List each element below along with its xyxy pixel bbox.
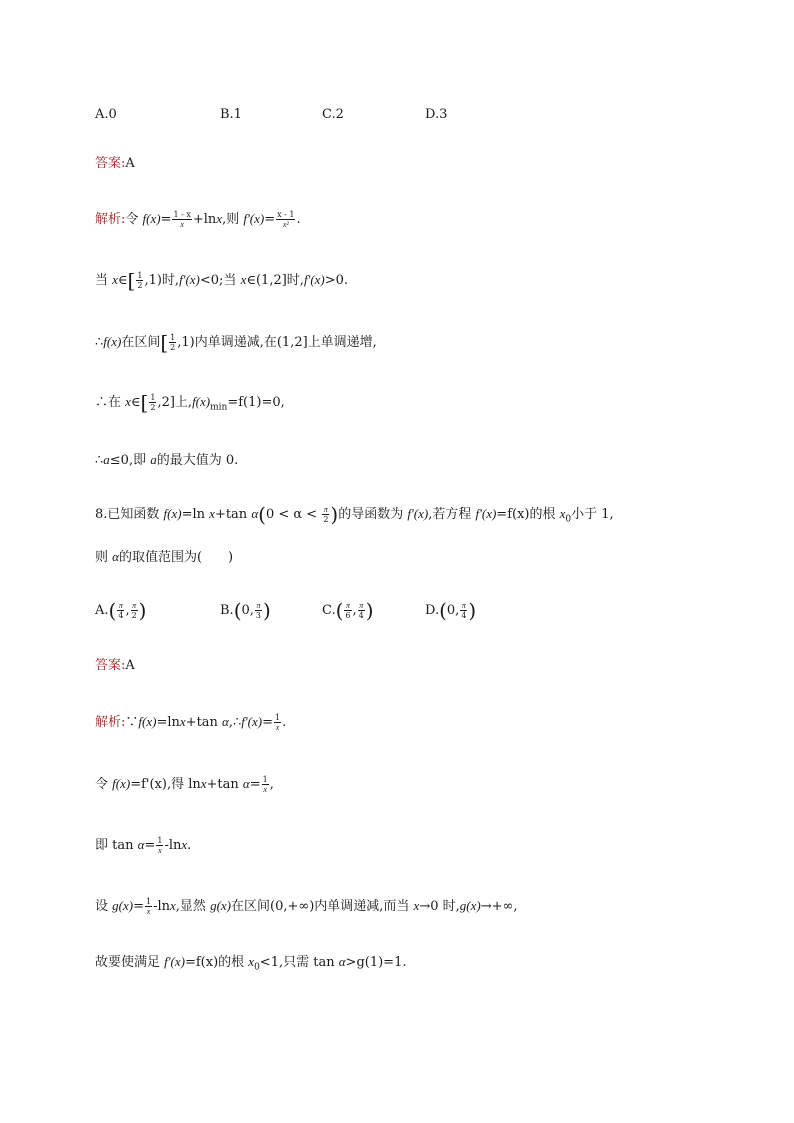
q8-analysis-line-3: 即 tan α= $\frac{1}{x}$ -lnx. [95, 836, 192, 855]
answer-value: A [125, 156, 135, 171]
fraction: $\frac{1}{x}$ [145, 897, 152, 916]
q8-analysis-line-2: 令 f(x)=f'(x),得 lnx+tan α= $\frac{1}{x}$ , [95, 775, 274, 794]
answer-value: A [125, 658, 135, 673]
analysis-line-2: 当 x∈[ $\frac{1}{2}$ ,1)时,f'(x)<0;当 x∈(1,2]时,f'(x)>0. [95, 268, 349, 293]
fraction: $\frac{1}{x}$ [275, 713, 281, 732]
fraction: $\frac{1}{2}$ [137, 271, 143, 290]
fraction: $\frac{x - 1}{\text{x²}}$ [277, 210, 295, 229]
answer-label: 答案: [95, 658, 126, 673]
option-b: B.1 [220, 107, 242, 122]
q8-option-c: C.( $\frac{\pi}{6}$ , $\frac{\pi}{4}$ ) [322, 598, 374, 623]
fraction: $\frac{1 - x}{x}$ [173, 210, 191, 229]
answer-label: 答案: [95, 156, 126, 171]
analysis-line-4: ∴在 x∈[ $\frac{1}{2}$ ,2]上$,f(x)_{min}=f(1)=0$, [95, 390, 285, 415]
option-c: C.2 [322, 107, 344, 122]
q8-option-d: D.(0, $\frac{\pi}{4}$ ) [425, 598, 477, 623]
fraction: $\frac{1}{x}$ [262, 775, 268, 794]
question-8-stem-1: 8.已知函数 f(x)=ln x+tan α(0 < α < $\frac{\pi}{2}$ )的导函数为 f'(x),若方程 f'(x)=f(x)的根 $x_0$小于 1, [95, 502, 614, 527]
option-d: D.3 [425, 107, 448, 122]
answer-line [95, 155, 135, 173]
analysis-label: 解析: [95, 212, 126, 227]
fraction: $\frac{1}{x}$ [157, 836, 163, 855]
analysis-line-3: ∴f(x)在区间[ $\frac{1}{2}$ ,1)内单调递减,在(1,2]上单调递增, [95, 330, 377, 355]
option-a: A.0 [95, 107, 117, 122]
analysis-label: 解析: [95, 715, 126, 730]
q8-analysis-line-5: 故要使满足 f'(x)=f(x)的根 $x_0<1$,只需 tan α>g(1)=1. [95, 954, 407, 973]
fraction: $\frac{1}{2}$ [150, 393, 156, 412]
analysis-line-1: 解析:令 f(x)= $\frac{1 - x}{x}$ +lnx,则 f'(x)= $\frac{x - 1}{\text{x²}}$ . [95, 210, 301, 229]
fraction: $\frac{1}{2}$ [170, 333, 176, 352]
question-8-stem-2: 则 α的取值范围为( ) [95, 549, 234, 565]
q8-option-b: B.(0, $\frac{\pi}{3}$ ) [220, 598, 271, 623]
analysis-line-5: ∴a≤0,即 a的最大值为 0. [95, 452, 239, 468]
q8-analysis-line-4: 设 g(x)= $\frac{1}{x}$ -lnx,显然 g(x)在区间(0,+∞)内单调递减,而当 x→0 时,g(x)→+∞, [95, 897, 518, 916]
fraction: $\frac{\pi}{2}$ [323, 505, 329, 524]
q8-option-a: A.( $\frac{\pi}{4}$ , $\frac{\pi}{2}$ ) [95, 598, 147, 623]
q8-analysis-line-1: 解析:∵f(x)=lnx+tan α,∴f'(x)= $\frac{1}{x}$ . [95, 713, 287, 732]
q8-answer-line [95, 657, 135, 675]
